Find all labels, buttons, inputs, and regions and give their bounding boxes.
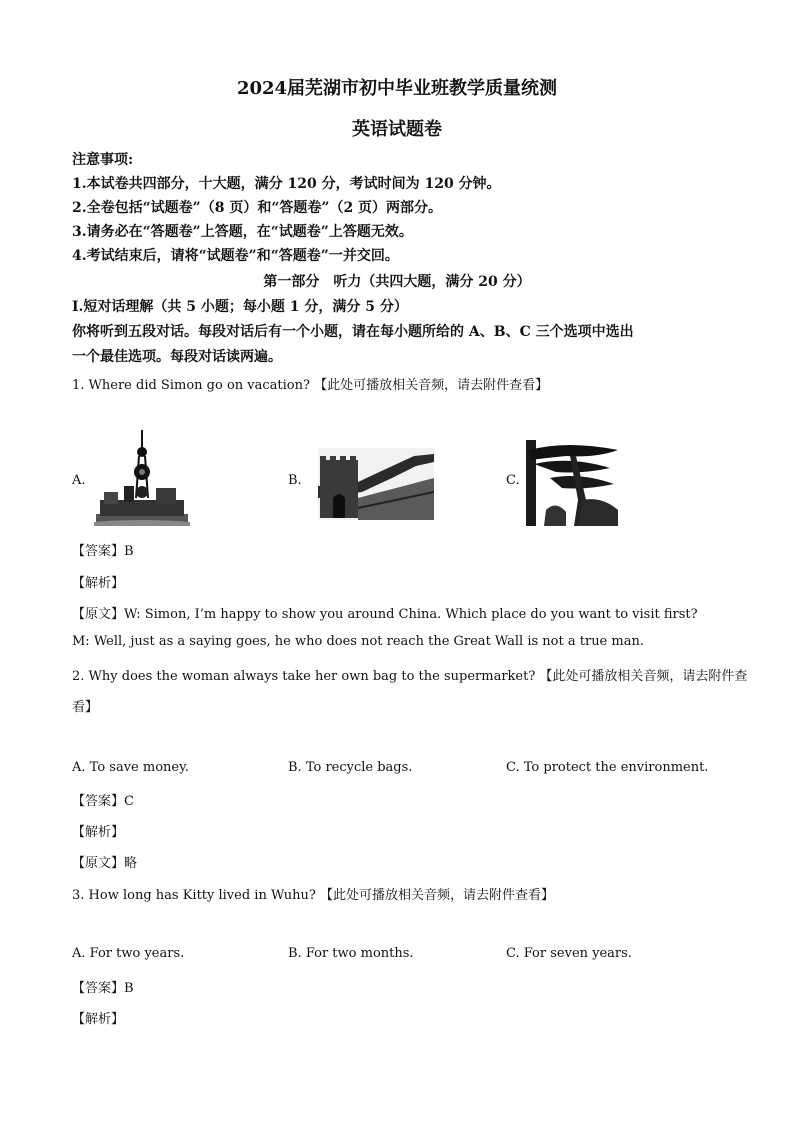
question-stem: 1. Where did Simon go on vacation? 【此处可播放相关音频，请去附件查看】 — [72, 378, 549, 393]
pine-tree-icon — [526, 440, 622, 526]
option-label: B. — [288, 473, 302, 488]
question-stem: 2. Why does the woman always take her own bag to the supermarket? 【此处可播放相关音频，请去附件查 — [72, 669, 748, 684]
note-item: 4.考试结束后，请将“试题卷”和“答题卷”一并交回。 — [72, 248, 399, 264]
instructions-line: 你将听到五段对话。每段对话后有一个小题，请在每小题所给的 A、B、C 三个选项中选出 — [72, 324, 634, 340]
analysis-label: 【解析】 — [72, 576, 125, 591]
option-text: B. For two months. — [288, 946, 414, 961]
transcript-line: 【原文】略 — [72, 856, 138, 871]
question-stem: 看】 — [72, 700, 99, 715]
question-stem: 3. How long has Kitty lived in Wuhu? 【此处可播放相关音频，请去附件查看】 — [72, 888, 555, 903]
note-item: 1.本试卷共四部分，十大题，满分 120 分，考试时间为 120 分钟。 — [72, 176, 501, 192]
option-text: A. For two years. — [72, 946, 185, 961]
analysis-label: 【解析】 — [72, 825, 125, 840]
instructions-line: 一个最佳选项。每段对话读两遍。 — [72, 349, 282, 365]
section-title: Ⅰ.短对话理解（共 5 小题；每小题 1 分，满分 5 分） — [72, 299, 408, 315]
option-text: C. For seven years. — [506, 946, 632, 961]
option-label: C. — [506, 473, 520, 488]
answer-label: 【答案】B — [72, 981, 134, 996]
option-label: A. — [72, 473, 86, 488]
option-text: A. To save money. — [72, 760, 189, 775]
tower-icon — [94, 428, 190, 526]
part-heading: 第一部分 听力（共四大题，满分 20 分） — [263, 274, 531, 290]
transcript-line: 【原文】W: Simon, I’m happy to show you around China. Which place do you want to visit first? — [72, 607, 698, 622]
great-wall-icon — [318, 448, 434, 520]
option-text: B. To recycle bags. — [288, 760, 413, 775]
page-subtitle: 英语试题卷 — [352, 119, 442, 140]
note-item: 3.请务必在“答题卷”上答题，在“试题卷”上答题无效。 — [72, 224, 413, 240]
transcript-line: M: Well, just as a saying goes, he who does not reach the Great Wall is not a true man. — [72, 634, 644, 649]
answer-label: 【答案】C — [72, 794, 134, 809]
page-title: 2024届芜湖市初中毕业班教学质量统测 — [236, 78, 558, 99]
answer-label: 【答案】B — [72, 544, 134, 559]
analysis-label: 【解析】 — [72, 1012, 125, 1027]
option-text: C. To protect the environment. — [506, 760, 709, 775]
notes-heading: 注意事项: — [72, 152, 134, 168]
note-item: 2.全卷包括“试题卷”（8 页）和“答题卷”（2 页）两部分。 — [72, 200, 443, 216]
